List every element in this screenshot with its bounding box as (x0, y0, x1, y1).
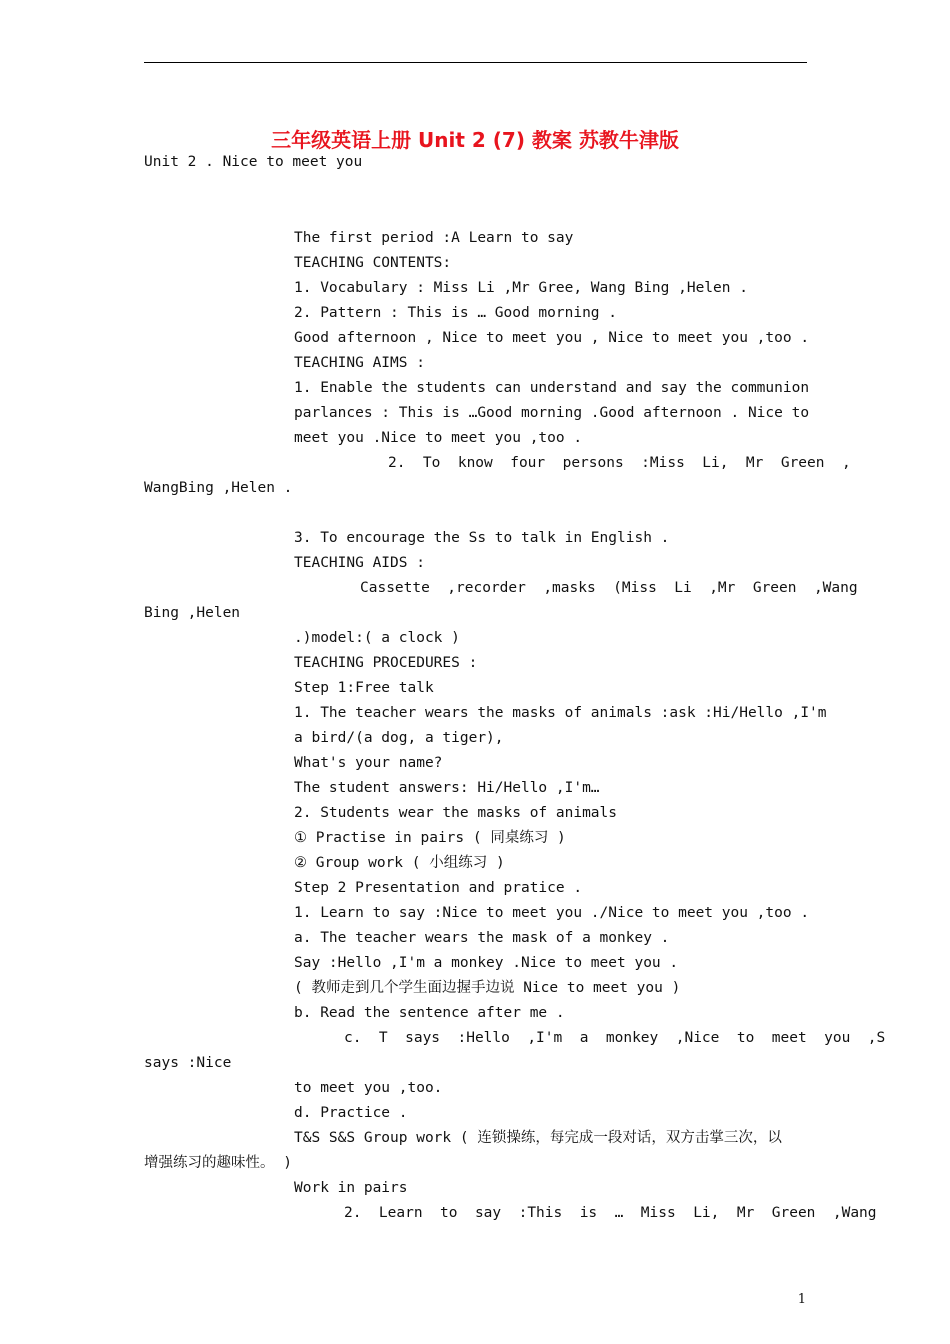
body-line: The first period :A Learn to say (294, 230, 574, 246)
page-number: 1 (797, 1292, 806, 1307)
body-line: Cassette ,recorder ,masks (Miss Li ,Mr Green ,Wang (360, 580, 858, 596)
body-line: Step 2 Presentation and pratice . (294, 880, 583, 896)
body-line: Say :Hello ,I'm a monkey .Nice to meet you . (294, 955, 679, 971)
body-line: 1. The teacher wears the masks of animals :ask :Hi/Hello ,I'm (294, 705, 827, 721)
body-line: d. Practice . (294, 1105, 408, 1121)
body-line: Step 1:Free talk (294, 680, 434, 696)
body-line: TEACHING AIMS : (294, 355, 425, 371)
body-line: 2. Pattern : This is … Good morning . (294, 305, 618, 321)
body-line: WangBing ,Helen . (144, 480, 293, 496)
body-line: c. T says :Hello ,I'm a monkey ,Nice to meet you ,S (344, 1030, 886, 1046)
body-line: says :Nice (144, 1055, 232, 1071)
body-line: Work in pairs (294, 1180, 408, 1196)
body-line: ① Practise in pairs ( 同桌练习 ) (294, 830, 566, 846)
body-line: TEACHING PROCEDURES : (294, 655, 478, 671)
body-line: .)model:( a clock ) (294, 630, 460, 646)
body-line: Bing ,Helen (144, 605, 241, 621)
body-line: 3. To encourage the Ss to talk in English . (294, 530, 670, 546)
header-rule (144, 62, 807, 63)
body-line: meet you .Nice to meet you ,too . (294, 430, 583, 446)
body-line: 1. Enable the students can understand and say the communion (294, 380, 810, 396)
body-line: a. The teacher wears the mask of a monkey . (294, 930, 670, 946)
body-line: 2. Learn to say :This is … Miss Li, Mr Green ,Wang (344, 1205, 877, 1221)
body-line: to meet you ,too. (294, 1080, 443, 1096)
body-line: 1. Vocabulary : Miss Li ,Mr Gree, Wang Bing ,Helen . (294, 280, 748, 296)
body-line: The student answers: Hi/Hello ,I'm… (294, 780, 600, 796)
document-title: 三年级英语上册 Unit 2 (7) 教案 苏教牛津版 (271, 128, 679, 152)
body-line (144, 501, 807, 526)
document-subtitle: Unit 2 . Nice to meet you (144, 154, 363, 170)
body-line: T&S S&S Group work ( 连锁操练，每完成一段对话，双方击掌三次，以 (294, 1130, 782, 1146)
body-line: ② Group work ( 小组练习 ) (294, 855, 505, 871)
body-line: a bird/(a dog, a tiger), (294, 730, 504, 746)
body-line: Good afternoon , Nice to meet you , Nice to meet you ,too . (294, 330, 810, 346)
body-line: ( 教师走到几个学生面边握手边说 Nice to meet you ) (294, 980, 681, 996)
document-body (144, 226, 886, 1226)
body-line: 2. Students wear the masks of animals (294, 805, 618, 821)
body-line: TEACHING CONTENTS: (294, 255, 452, 271)
body-line: 1. Learn to say :Nice to meet you ./Nice to meet you ,too . (294, 905, 810, 921)
body-line: b. Read the sentence after me . (294, 1005, 565, 1021)
body-line: 增强练习的趣味性。 ) (144, 1155, 292, 1171)
body-line: parlances : This is …Good morning .Good afternoon . Nice to (294, 405, 810, 421)
body-line: TEACHING AIDS : (294, 555, 425, 571)
body-line: What's your name? (294, 755, 443, 771)
body-line: 2. To know four persons :Miss Li, Mr Green , (388, 455, 851, 471)
